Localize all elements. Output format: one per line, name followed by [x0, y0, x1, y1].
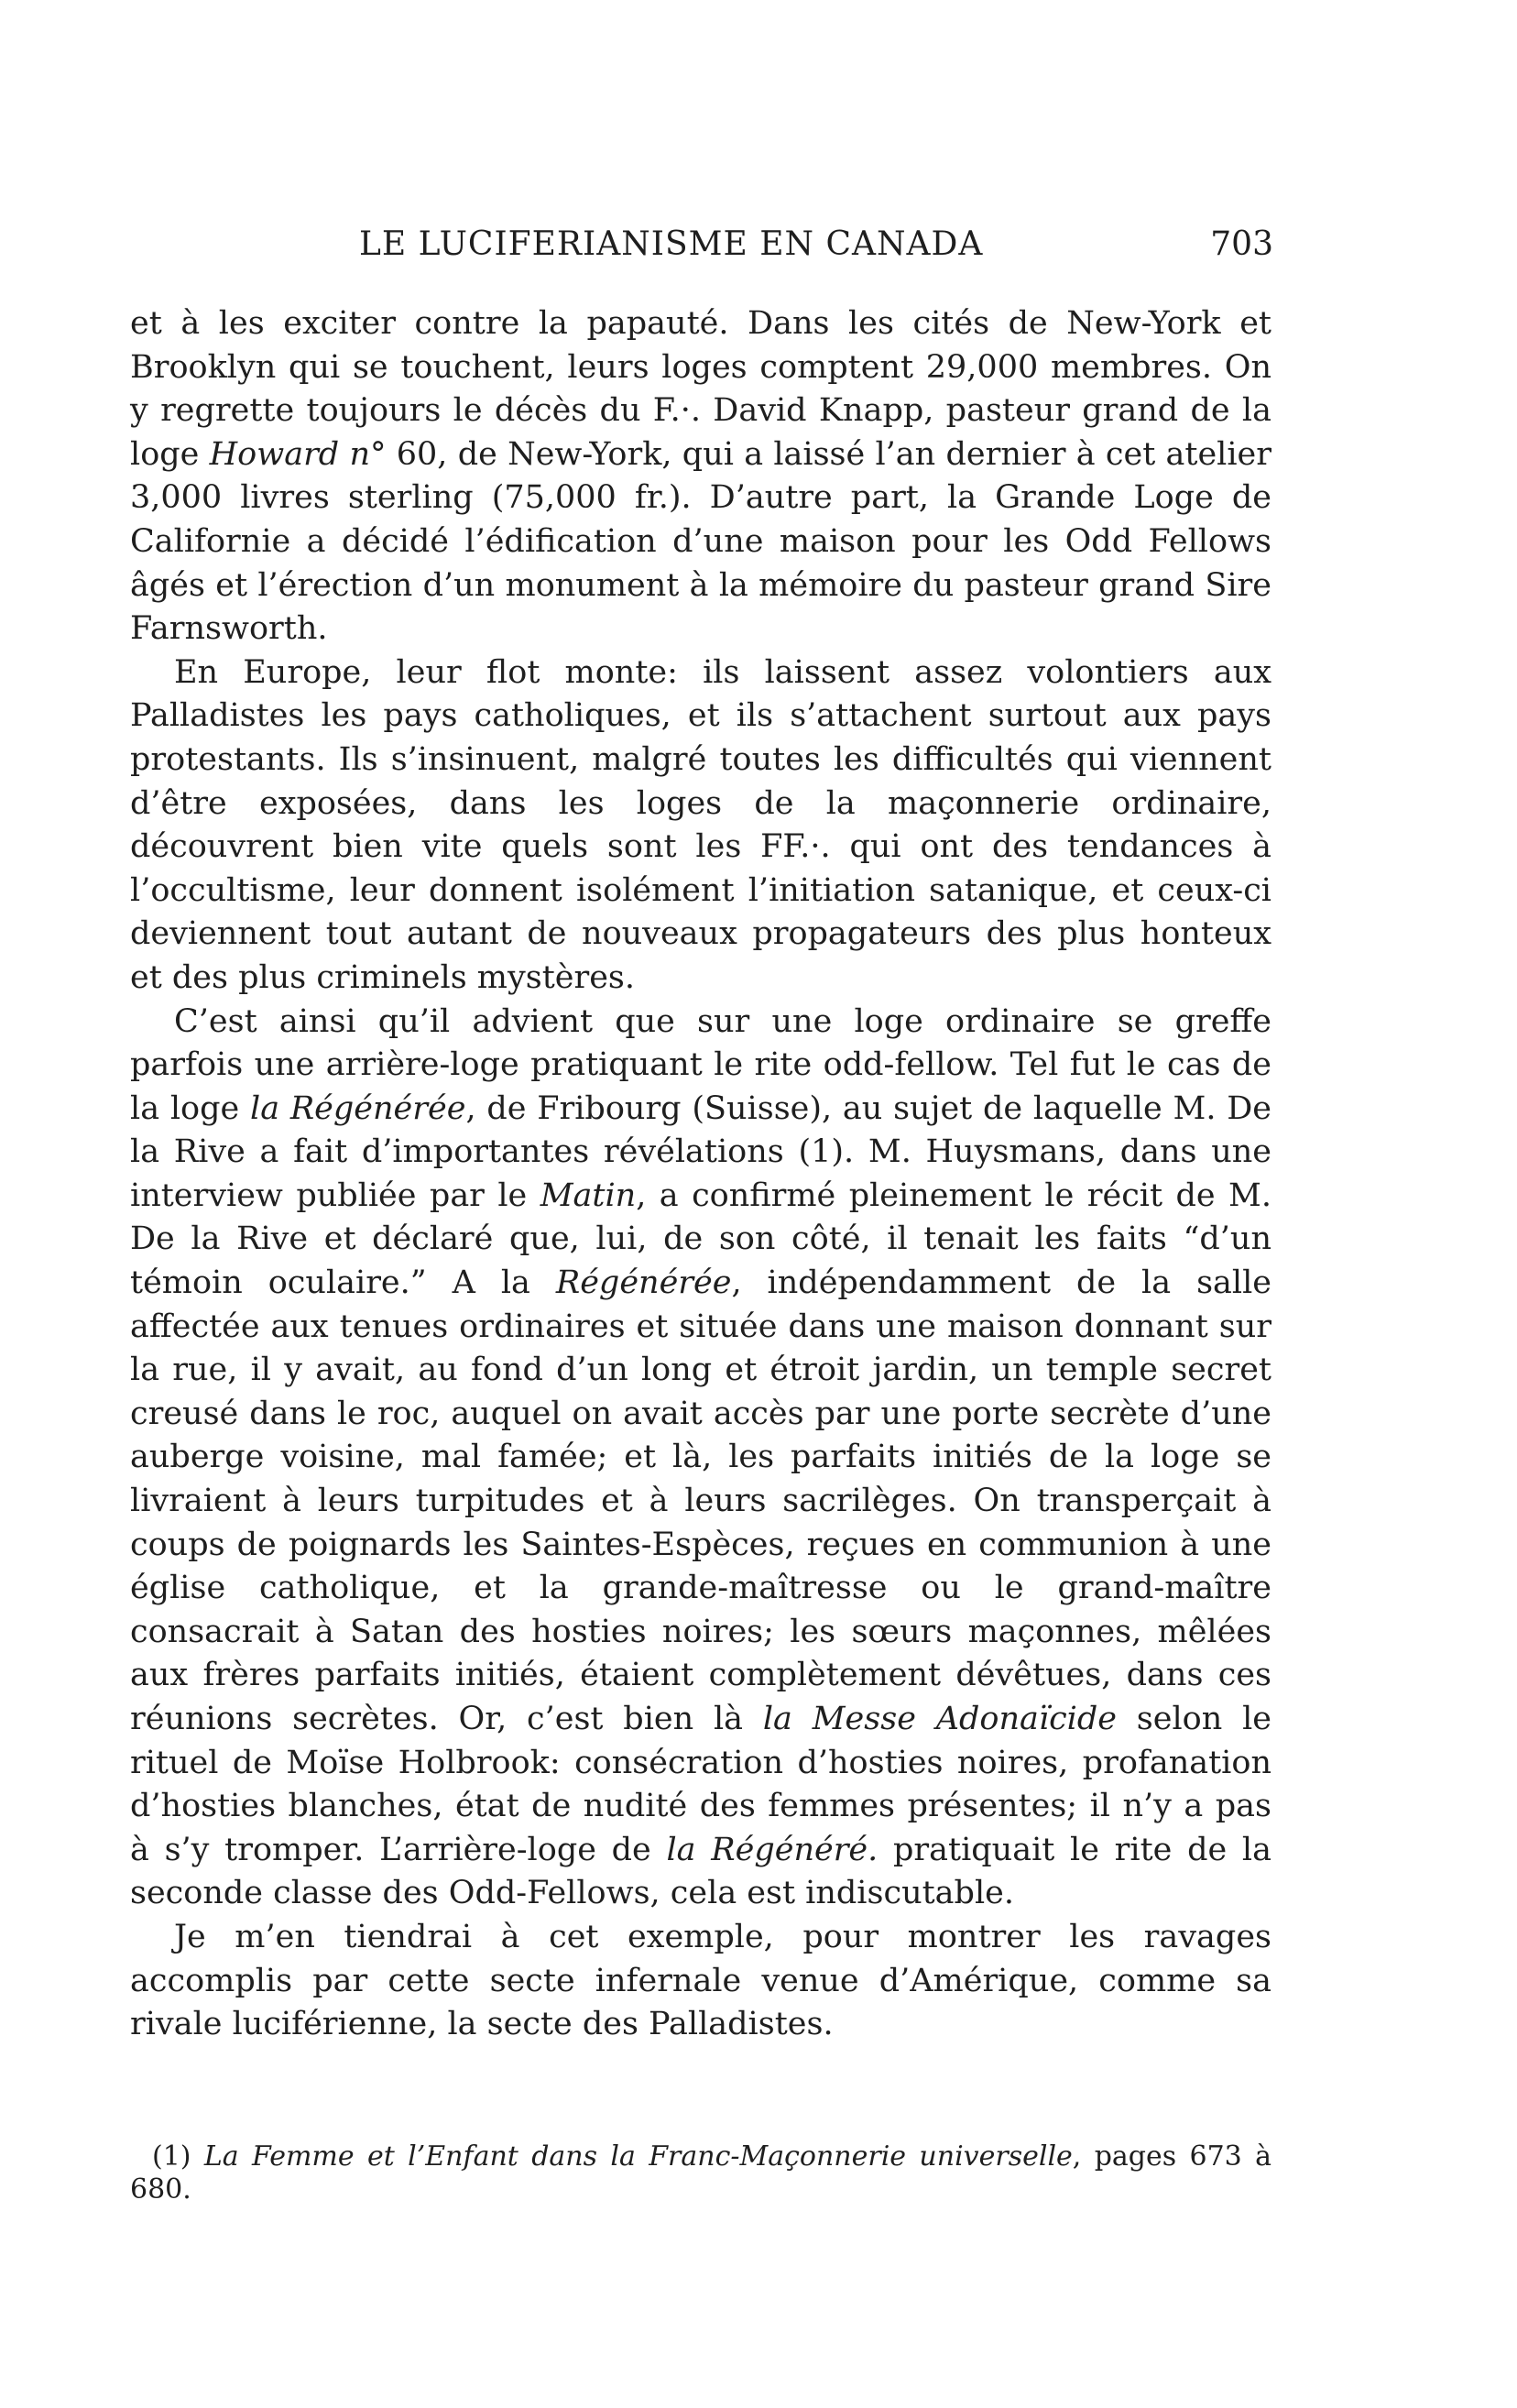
paragraph	[130, 651, 1271, 1001]
paragraph	[130, 1001, 1271, 1916]
text-run: , a confirmé pleinement le récit de M. De la Rive et déclaré que, lui, de son côté, il tenait les faits “d’un témoin oculaire.” A la	[130, 1177, 1271, 1302]
text-run: et à les exciter contre la papauté. Dans les cités de New-York et Brooklyn qui se touchent, leurs loges comptent 29,000 membres. On y regrette toujours le décès du F.·. David Knapp, pasteur grand de la loge	[130, 305, 1271, 473]
italic-text-run: Matin	[540, 1177, 637, 1214]
text-run: , de Fribourg (Suisse), au sujet de laquelle M. De la Rive a fait d’importantes révélations (1). M. Huysmans, dans une interview publiée par le	[130, 1089, 1271, 1214]
running-header	[130, 225, 1273, 277]
text-run: pratiquait le rite de la seconde classe des Odd-Fellows, cela est indiscutable.	[130, 1831, 1271, 1912]
text-run: C’est ainsi qu’il advient que sur une loge ordinaire se greffe parfois une arrière-loge pratiquant le rite odd-fellow. Tel fut le cas de la loge	[130, 1002, 1271, 1127]
italic-text-run: la Régénérée	[250, 1089, 466, 1127]
paragraph	[130, 302, 1271, 651]
footnote-pages: , pages 673 à 680.	[130, 2140, 1271, 2206]
body-text	[130, 302, 1271, 2047]
text-run: Je m’en tiendrai à cet exemple, pour montrer les ravages accomplis par cette secte infernale venue d’Amérique, comme sa rivale luciférienne, la secte des Palladistes.	[130, 1918, 1271, 2043]
footnote-marker: (1)	[152, 2140, 204, 2173]
italic-text-run: Régénérée	[555, 1264, 732, 1302]
footnote-title: La Femme et l’Enfant dans la Franc-Maçonnerie universelle	[203, 2140, 1073, 2173]
italic-text-run: la Régénéré.	[666, 1831, 879, 1868]
text-run: En Europe, leur flot monte: ils laissent assez volontiers aux Palladistes les pays catholiques, et ils s’attachent surtout aux pays protestants. Ils s’insinuent, malgré toutes les difficultés qui viennent d’être exposées, dans les loges de la maçonnerie ordinaire, découvrent bien vite quels sont les FF.·. qui ont des tendances à l’occultisme, leur donnent isolément l’initiation satanique, et ceux-ci deviennent tout autant de nouveaux propagateurs des plus honteux et des plus criminels mystères.	[130, 653, 1271, 996]
paragraph	[130, 1916, 1271, 2047]
italic-text-run: Howard n°	[209, 435, 387, 473]
page-number: 703	[1210, 225, 1273, 263]
running-title: LE LUCIFERIANISME EN CANADA	[359, 225, 984, 263]
text-run: selon le rituel de Moïse Holbrook: consécration d’hosties noires, profanation d’hosties blanches, état de nudité des femmes présentes; il n’y a pas à s’y tromper. L’arrière-loge de	[130, 1701, 1271, 1868]
footnote	[130, 2140, 1271, 2206]
text-run: 60, de New-York, qui a laissé l’an dernier à cet atelier 3,000 livres sterling (75,000 fr.). D’autre part, la Grande Loge de Californie a décidé l’édification d’une maison pour les Odd Fellows âgés et l’érection d’un monument à la mémoire du pasteur grand Sire Farnsworth.	[130, 435, 1271, 648]
italic-text-run: la Messe Adonaïcide	[762, 1701, 1117, 1737]
text-run: , indépendamment de la salle affectée aux tenues ordinaires et située dans une maison donnant sur la rue, il y avait, au fond d’un long et étroit jardin, un temple secret creusé dans le roc, auquel on avait accès par une porte secrète d’une auberge voisine, mal famée; et là, les parfaits initiés de la loge se livraient à leurs turpitudes et à leurs sacrilèges. On transperçait à coups de poignards les Saintes-Espèces, reçues en communion à une église catholique, et la grande-maîtresse ou le grand-maître consacrait à Satan des hosties noires; les sœurs maçonnes, mêlées aux frères parfaits initiés, étaient complètement dévêtues, dans ces réunions secrètes. Or, c’est bien là	[130, 1264, 1271, 1737]
